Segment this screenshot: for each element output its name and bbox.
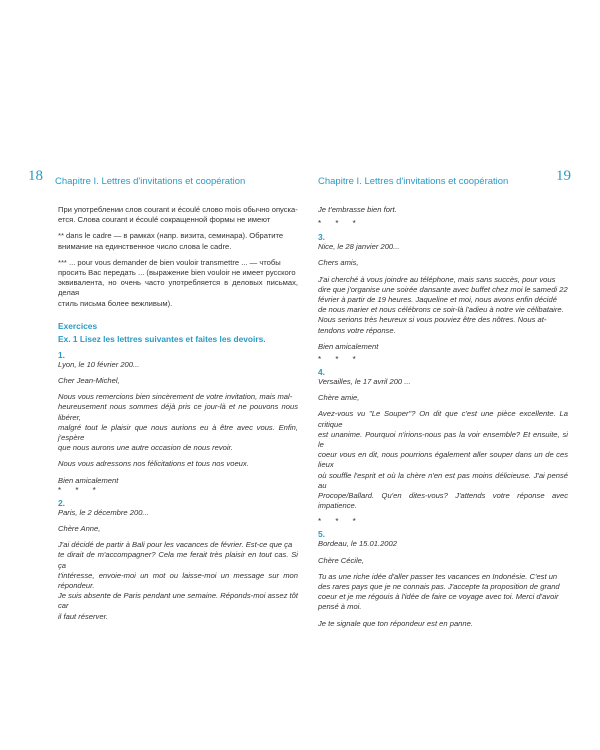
footnote-3: *** ... pour vous demander de bien vouloir transmettre ... — чтобы просить Вас передать ... (выражение bien vouloir не имеет русского эквивалента, но очень часто употребляется в деловых письмах, делая стиль письма более вежливым).: [58, 257, 298, 308]
exercises-title: Exercices: [58, 320, 98, 331]
footnote-1: При употреблении слов courant и écoulé слово mois обычно опуска- ется. Слова courant и écoulé сокращенной формы не имеют: [58, 205, 298, 225]
letter-1-body: Nous vous remercions bien sincèrement de votre invitation, mais mal- heureusement nous sommes déjà pris ce jour-là et ne pouvons nous libérer, malgré tout le plaisir que nous aurions eu à être avec vous. Enfin, j'espère que nous aurons une autre occasion de nous revoir.: [58, 392, 298, 453]
footnote-2: ** dans le cadre — в рамках (напр. визита, семинара). Обратите внимание на единственное число слова le cadre.: [58, 231, 284, 251]
letter-3-number: 3.: [318, 232, 325, 243]
right-page-content: [318, 205, 568, 629]
letter-1-body-2: Nous vous adressons nos félicitations et tous nos voeux.: [58, 459, 249, 469]
letter-5-date: Bordeau, le 15.01.2002: [318, 539, 397, 549]
separator-stars: * * *: [318, 355, 362, 365]
letter-2-greeting: Chère Anne,: [58, 524, 101, 534]
separator-stars: * * *: [318, 517, 362, 527]
page-number-right: 19: [556, 168, 571, 184]
page-header-left: Chapitre I. Lettres d'invitations et coopération: [55, 176, 246, 187]
letter-2-date: Paris, le 2 décembre 200...: [58, 507, 149, 517]
letter-5-body-2: Je te signale que ton répondeur est en panne.: [318, 618, 473, 628]
letter-4-body: Avez-vous vu "Le Souper"? On dit que c'est une pièce excellente. La critique est unanime. Pourquoi n'irions-nous pas la voir ensemble? Et ensuite, si le coeur vous en dit, nous pourrions également aller souper dans un de ces lieux où souffle l'esprit et où la chère n'en est pas moins délicieuse. J'ai pensé au Procope/Ballard. Qu'en dites-vous? J'attends votre réponse avec impatience.: [318, 409, 568, 511]
letter-2-body: J'ai décidé de partir à Bali pour les vacances de février. Est-ce que ça te dirait de m'accompagner? Cela me ferait très plaisir en tout cas. Si ça t'intéresse, envoie-moi un mot ou laisse-moi un message sur mon répondeur. Je suis absente de Paris pendant une semaine. Réponds-moi assez tôt car il faut réserver.: [58, 540, 298, 621]
page-number-left: 18: [28, 168, 43, 184]
separator-stars: * * *: [318, 219, 362, 229]
letter-3-greeting: Chers amis,: [318, 258, 359, 268]
letter-3-date: Nice, le 28 janvier 200...: [318, 242, 400, 252]
letter-3-closing: Bien amicalement: [318, 341, 379, 351]
letter-5-number: 5.: [318, 529, 325, 540]
letter-5-body: Tu as une riche idée d'aller passer tes vacances en Indonésie. C'est un des rares pays que je ne connais pas. J'accepte ta proposition de grand coeur et je me régouis à l'idée de faire ce voyage avec toi. Merci d'avoir pensé à moi.: [318, 571, 560, 612]
letter-1-date: Lyon, le 10 février 200...: [58, 359, 140, 369]
letter-4-greeting: Chère amie,: [318, 393, 360, 403]
letter-4-date: Versailles, le 17 avril 200 ...: [318, 377, 411, 387]
letter-1-closing: Bien amicalement: [58, 475, 119, 485]
letter-1-number: 1.: [58, 349, 65, 360]
separator-stars: * * *: [58, 485, 102, 495]
letter-5-greeting: Chère Cécile,: [318, 555, 365, 565]
letter-3-body: J'ai cherché à vous joindre au téléphone, mais sans succès, pour vous dire que j'organise une soirée dansante avec buffet chez moi le samedi 22 février à partir de 19 heures. Jaqueline et moi, nous avons enfin décidé de nous marier et nous célébrons ce soir-là l'adieu à notre vie célibataire. Nous serions très heureux si vous pouviez être des nôtres. Nous at- tendons votre réponse.: [318, 274, 568, 335]
left-page-content: [58, 205, 298, 622]
letter-2-number: 2.: [58, 497, 65, 508]
letter-2-sign-off: Je t'embrasse bien fort.: [318, 205, 397, 214]
page-header-right: Chapitre I. Lettres d'invitations et coopération: [318, 176, 509, 187]
letter-1-greeting: Cher Jean-Michel,: [58, 376, 120, 386]
exercise-1-instruction: Ex. 1 Lisez les lettres suivantes et faites les devoirs.: [58, 333, 266, 344]
letter-4-number: 4.: [318, 367, 325, 378]
